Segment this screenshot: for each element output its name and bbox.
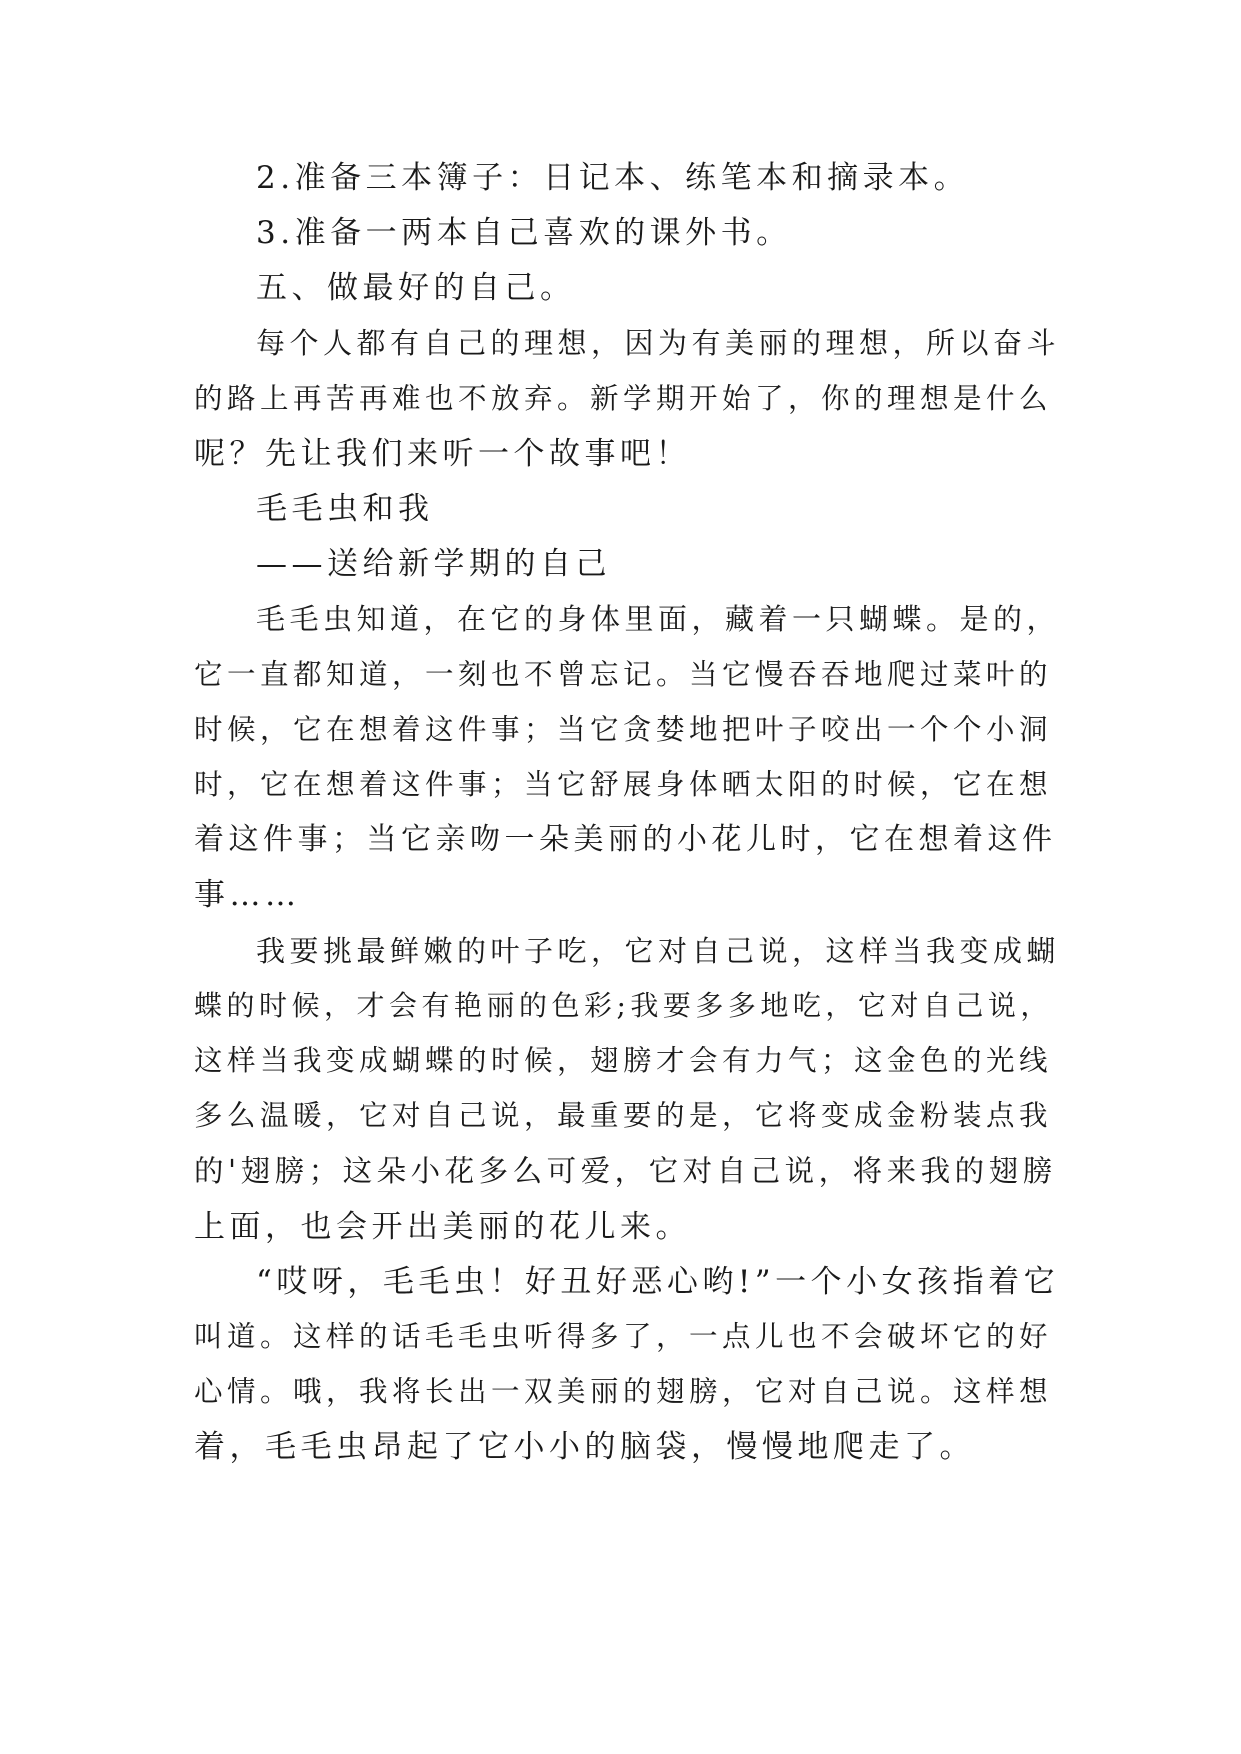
list-item-prepare-books: 3.准备一两本自己喜欢的课外书。	[256, 215, 792, 251]
paragraph-line: “哎呀，毛毛虫！好丑好恶心哟!”一个小女孩指着它	[256, 1264, 1060, 1300]
paragraph-line: 上面，也会开出美丽的花儿来。	[194, 1209, 691, 1245]
paragraph-line: 心情。哦，我将长出一双美丽的翅膀，它对自己说。这样想	[194, 1375, 1053, 1408]
paragraph-line: 着这件事；当它亲吻一朵美丽的小花儿时，它在想着这件	[194, 822, 1057, 857]
paragraph-line: 这样当我变成蝴蝶的时候，翅膀才会有力气；这金色的光线	[194, 1044, 1053, 1077]
paragraph-line: 多么温暖，它对自己说，最重要的是，它将变成金粉装点我	[194, 1099, 1053, 1132]
list-item-prepare-notebooks: 2.准备三本簿子：日记本、练笔本和摘录本。	[256, 160, 970, 196]
paragraph-line: 毛毛虫知道，在它的身体里面，藏着一只蝴蝶。是的，	[256, 602, 1061, 636]
paragraph-line: 着，毛毛虫昂起了它小小的脑袋，慢慢地爬走了。	[194, 1429, 975, 1465]
paragraph-line: 事……	[194, 877, 301, 913]
story-title: 毛毛虫和我	[256, 491, 434, 527]
paragraph-line: 时候，它在想着这件事；当它贪婪地把叶子咬出一个个小洞	[194, 713, 1053, 746]
paragraph-line: 叫道。这样的话毛毛虫听得多了，一点儿也不会破坏它的好	[194, 1320, 1053, 1353]
paragraph-line: 我要挑最鲜嫩的叶子吃，它对自己说，这样当我变成蝴	[256, 934, 1061, 968]
paragraph-line: 时，它在想着这件事；当它舒展身体晒太阳的时候，它在想	[194, 768, 1053, 801]
paragraph-line: 的'翅膀；这朵小花多么可爱，它对自己说，将来我的翅膀	[194, 1154, 1057, 1188]
story-subtitle: ——送给新学期的自己	[256, 546, 611, 582]
paragraph-line: 蝶的时候，才会有艳丽的色彩;我要多多地吃，它对自己说，	[194, 989, 1053, 1022]
paragraph-line: 的路上再苦再难也不放弃。新学期开始了，你的理想是什么	[194, 382, 1053, 415]
paragraph-line: 它一直都知道，一刻也不曾忘记。当它慢吞吞地爬过菜叶的	[194, 658, 1053, 691]
section-heading-five: 五、做最好的自己。	[256, 270, 576, 306]
paragraph-line: 每个人都有自己的理想，因为有美丽的理想，所以奋斗	[256, 326, 1061, 360]
paragraph-line: 呢？先让我们来听一个故事吧！	[194, 436, 691, 472]
